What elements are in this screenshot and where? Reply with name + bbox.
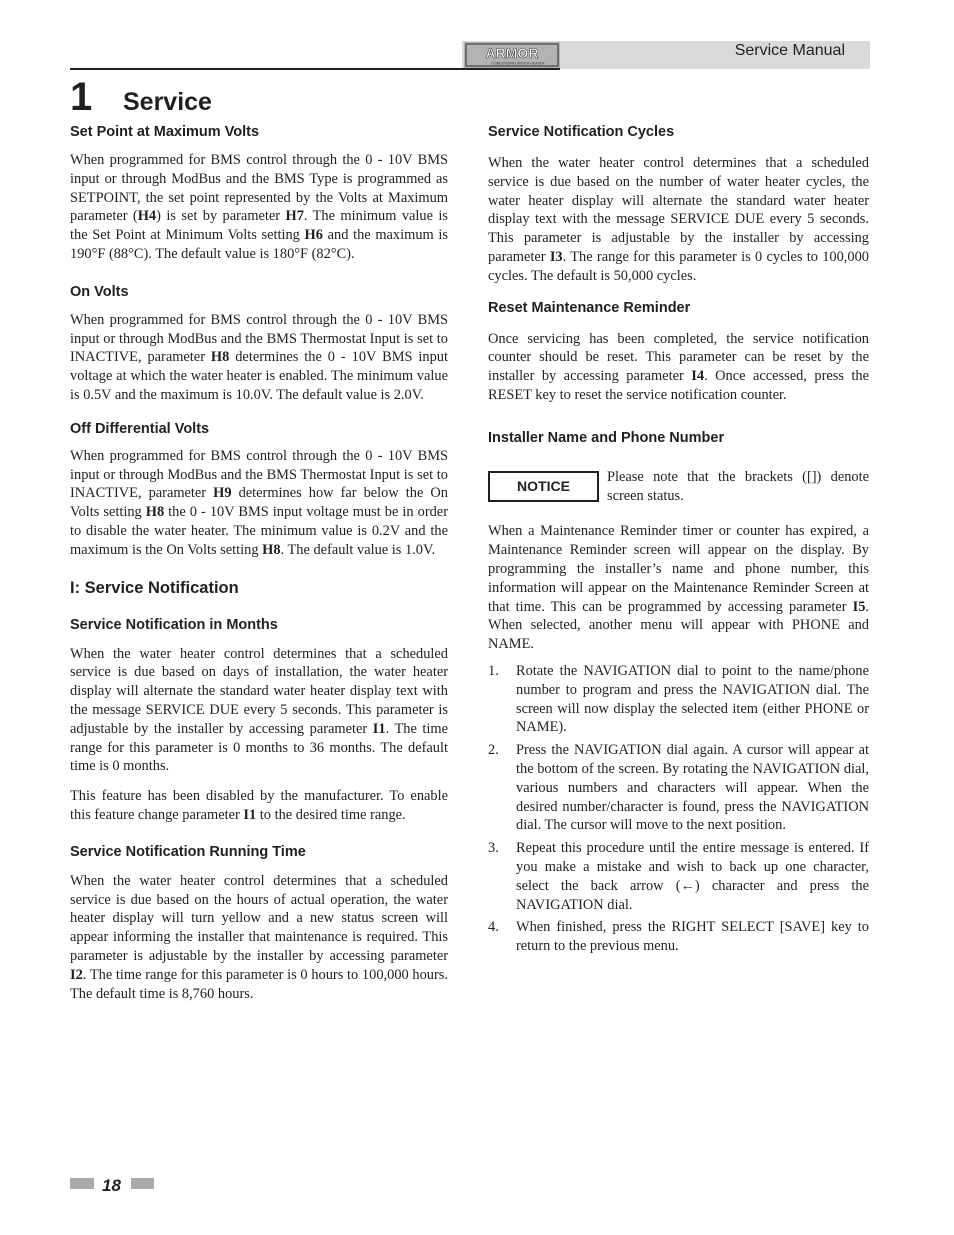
chapter-title: Service — [123, 88, 212, 116]
heading-installer-name-phone: Installer Name and Phone Number — [488, 429, 725, 446]
section-heading-service-notification: I: Service Notification — [70, 578, 239, 597]
paragraph-off-differential-volts: When programmed for BMS control through the 0 - 10V BMS input or through ModBus and the BMS Thermostat Input is set to INACTIVE, parameter H9 determines how far below the On Volts setting H8 the 0 - 10V BMS input voltage must be in order to disable the water heater. The minimum value is 0.2V and the maximum is the On Volts setting H8. The default value is 1.0V. — [70, 447, 448, 558]
list-item: 4. When finished, press the RIGHT SELECT [SAVE] key to return to the previous menu. — [488, 919, 869, 955]
heading-on-volts: On Volts — [70, 283, 129, 300]
heading-service-notification-running-time: Service Notification Running Time — [70, 843, 306, 860]
list-item: 1. Rotate the NAVIGATION dial to point to the name/phone number to program and press the NAVIGATION dial. The screen will now display the selected item (either PHONE or NAME). — [488, 662, 869, 736]
list-item: 2. Press the NAVIGATION dial again. A cursor will appear at the bottom of the screen. By rotating the NAVIGATION dial, various numbers and characters will appear. When the desired number/character is found, press the NAVIGATION dial. The cursor will move to the next position. — [488, 742, 869, 834]
left-column — [70, 123, 448, 1003]
notice-block — [488, 468, 869, 506]
paragraph-on-volts: When programmed for BMS control through the 0 - 10V BMS input or through ModBus and the BMS Thermostat Input is set to INACTIVE, parameter H8 determines the 0 - 10V BMS input voltage at which the water heater is enabled. The minimum value is 0.5V and the maximum is 10.0V. The default value is 2.0V. — [70, 311, 448, 403]
paragraph-set-point-max-volts: When programmed for BMS control through the 0 - 10V BMS input or through ModBus and the BMS Type is programmed as SETPOINT, the set point represented by the Volts at Maximum parameter (H4) is set by parameter H7. The minimum value is the Set Point at Minimum Volts setting H6 and the maximum is 190°F (88°C). The default value is 180°F (82°C). — [70, 152, 448, 262]
header-rule — [70, 68, 560, 70]
logo-subtext: CONDENSING WATER HEATER — [491, 61, 545, 66]
notice-text: Please note that the brackets ([]) denote screen status. — [607, 468, 869, 504]
paragraph-service-notification-cycles: When the water heater control determines that a scheduled service is due based on the number of water heater cycles, the water heater display will alternate the standard water heater display text with the message SERVICE DUE every 5 seconds. This parameter is adjustable by the installer by accessing parameter I3. The range for this parameter is 0 cycles to 100,000 cycles. The default is 50,000 cycles. — [488, 155, 869, 284]
chapter-number: 1 — [70, 75, 93, 119]
header-title: Service Manual — [734, 42, 845, 59]
header-bar — [462, 41, 870, 69]
notice-label: NOTICE — [488, 471, 599, 502]
heading-service-notification-months: Service Notification in Months — [70, 616, 278, 633]
list-item: 3. Repeat this procedure until the entire message is entered. If you make a mistake and wish to back up one character, select the back arrow (←) character and press the NAVIGATION dial. — [488, 840, 869, 913]
paragraph-service-notification-months: When the water heater control determines that a scheduled service is due based on days of installation, the water heater display will alternate the standard water heater display text with the message SERVICE DUE every 5 seconds. This parameter is adjustable by the installer by accessing parameter I1. The time range for this parameter is 0 months to 36 months. The default time is 0 months. — [70, 645, 449, 775]
heading-off-differential-volts: Off Differential Volts — [70, 420, 210, 437]
paragraph-service-notification-running-time: When the water heater control determines that a scheduled service is due based on the hours of actual operation, the water heater display will turn yellow and a new status screen will appear informing the installer that maintenance is required. This parameter is adjustable by the installer by accessing parameter I2. The time range for this parameter is 0 hours to 100,000 hours. The default time is 8,760 hours. — [70, 872, 448, 1002]
steps-list — [488, 662, 869, 956]
heading-service-notification-cycles: Service Notification Cycles — [488, 124, 675, 140]
page-number: 18 — [102, 1176, 121, 1195]
footer-bar-left — [70, 1178, 94, 1189]
paragraph-feature-disabled: This feature has been disabled by the manufacturer. To enable this feature change parameter I1 to the desired time range. — [70, 788, 448, 823]
paragraph-reset-maintenance-reminder: Once servicing has been completed, the service notification counter should be reset. This parameter can be reset by the installer by accessing parameter I4. Once accessed, press the RESET key to reset the service notification counter. — [488, 330, 869, 403]
heading-reset-maintenance-reminder: Reset Maintenance Reminder — [488, 299, 691, 316]
right-column — [488, 123, 869, 956]
logo-text: ARMOR — [485, 45, 539, 61]
paragraph-installer-name-phone: When a Maintenance Reminder timer or counter has expired, a Maintenance Reminder screen will appear on the display. By programming the installer’s name and phone number, this information will appear on the Maintenance Reminder Screen at that time. This can be programmed by accessing parameter I5. When selected, another menu will appear with PHONE and NAME. — [488, 523, 869, 653]
armor-logo — [464, 42, 560, 68]
heading-set-point-max-volts: Set Point at Maximum Volts — [70, 124, 260, 140]
footer-bar-right — [131, 1178, 154, 1189]
